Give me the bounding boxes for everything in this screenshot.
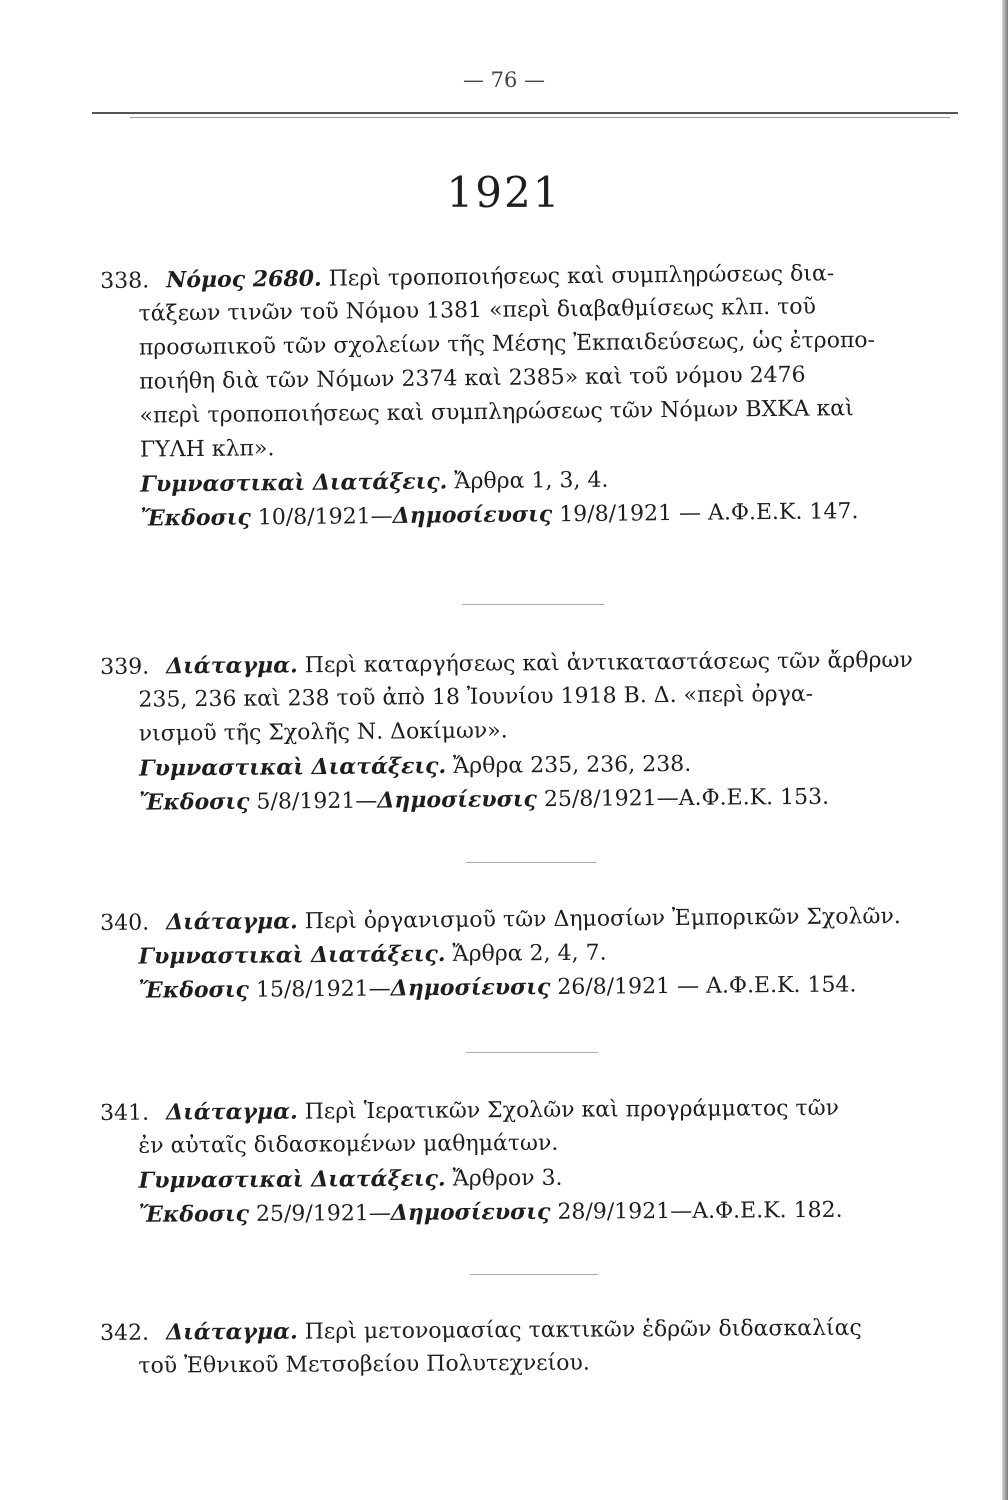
- entry-title: Περὶ Ἱερατικῶν Σχολῶν καὶ προγράμματος τῶν: [304, 1095, 840, 1125]
- articles-label: Γυμναστικαὶ Διατάξεις.: [138, 1165, 446, 1194]
- entry-text-line: προσωπικοῦ τῶν σχολείων τῆς Μέσης Ἐκπαιδεύσεως, ὡς ἐτροπο-: [138, 327, 876, 361]
- articles-value: Ἄρθρον 3.: [452, 1165, 563, 1192]
- separator-rule: [462, 604, 604, 605]
- articles-label: Γυμναστικαὶ Διατάξεις.: [138, 940, 446, 970]
- entry-number: 338.: [100, 268, 150, 294]
- issue-label: Ἔκδοσις: [139, 788, 250, 816]
- entry-type: Νόμος 2680.: [166, 265, 322, 294]
- entry-type: Διάταγμα.: [166, 1098, 298, 1126]
- publication-value: 25/8/1921—Α.Φ.Ε.Κ. 153.: [543, 784, 830, 813]
- issue-date: 10/8/1921—: [257, 503, 393, 531]
- articles-value: Ἄρθρα 235, 236, 238.: [452, 751, 692, 779]
- entry-title: Περὶ τροποποιήσεως καὶ συμπληρώσεως δια-: [328, 261, 835, 292]
- publication-label: Δημοσίευσις: [390, 1198, 551, 1226]
- entry-type: Διάταγμα.: [166, 652, 298, 680]
- page-edge: [1002, 0, 1008, 1500]
- entry-number: 342.: [100, 1320, 150, 1346]
- entry-type: Διάταγμα.: [166, 908, 298, 936]
- year-heading: 1921: [446, 168, 562, 217]
- separator-rule: [470, 1274, 598, 1275]
- articles-value: Ἄρθρα 2, 4, 7.: [452, 940, 607, 967]
- publication-label: Δημοσίευσις: [390, 974, 551, 1002]
- entry-text-line: 235, 236 καὶ 238 τοῦ ἀπὸ 18 Ἰουνίου 1918 Β. Δ. «περὶ ὀργα-: [138, 681, 814, 713]
- entry-type: Διάταγμα.: [166, 1318, 298, 1346]
- entry-text-line: ποιήθη διὰ τῶν Νόμων 2374 καὶ 2385» καὶ τοῦ νόμου 2476: [139, 362, 806, 395]
- entry-341: [100, 1090, 981, 1232]
- articles-label: Γυμναστικαὶ Διατάξεις.: [138, 752, 447, 782]
- entry-338: [100, 255, 983, 536]
- publication-label: Δημοσίευσις: [392, 501, 553, 529]
- entry-text-line: ἐν αὐταῖς διδασκομένων μαθημάτων.: [138, 1130, 559, 1159]
- publication-value: 19/8/1921 — Α.Φ.Ε.Κ. 147.: [559, 499, 859, 528]
- entry-text-line: «περὶ τροποποιήσεως καὶ συμπληρώσεως τῶν Νόμων ΒΧΚΑ καὶ: [139, 396, 854, 429]
- entry-number: 340.: [100, 910, 150, 936]
- entry-number: 339.: [100, 654, 150, 680]
- entry-340: [100, 898, 981, 1008]
- issue-label: Ἔκδοσις: [138, 976, 250, 1004]
- issue-line: [101, 1192, 981, 1232]
- header-rule-secondary: [130, 117, 950, 118]
- publication-value: 28/9/1921—Α.Φ.Ε.Κ. 182.: [557, 1197, 843, 1225]
- entry-342: [100, 1310, 980, 1384]
- issue-label: Ἔκδοσις: [138, 1200, 250, 1228]
- publication-label: Δημοσίευσις: [377, 786, 538, 814]
- entry-text-line: ΓΥΛΗ κλπ».: [139, 436, 275, 463]
- issue-date: 5/8/1921—: [256, 788, 378, 815]
- publication-value: 26/8/1921 — Α.Φ.Ε.Κ. 154.: [557, 972, 857, 1001]
- issue-date: 25/9/1921—: [255, 1200, 391, 1227]
- issue-line: [101, 778, 981, 820]
- entry-title: Περὶ ὀργανισμοῦ τῶν Δημοσίων Ἐμπορικῶν Σχολῶν.: [304, 904, 901, 935]
- separator-rule: [466, 862, 596, 863]
- issue-label: Ἔκδοσις: [140, 504, 251, 532]
- header-rule: [92, 112, 958, 114]
- entry-339: [100, 642, 981, 820]
- entry-number: 341.: [100, 1100, 150, 1126]
- page-number: — 76 —: [462, 68, 546, 92]
- issue-date: 15/8/1921—: [255, 976, 391, 1003]
- articles-label: Γυμναστικαὶ Διατάξεις.: [140, 468, 448, 498]
- separator-rule: [466, 1052, 598, 1053]
- entry-text-line: τοῦ Ἐθνικοῦ Μετσοβείου Πολυτεχνείου.: [138, 1350, 590, 1379]
- entry-title: Περὶ μετονομασίας τακτικῶν ἑδρῶν διδασκαλίας: [304, 1315, 862, 1345]
- entry-text-line: νισμοῦ τῆς Σχολῆς Ν. Δοκίμων».: [138, 718, 508, 747]
- entry-text-line: τάξεων τινῶν τοῦ Νόμου 1381 «περὶ διαβαθμίσεως κλπ. τοῦ: [138, 294, 817, 327]
- entry-title: Περὶ καταργήσεως καὶ ἀντικαταστάσεως τῶν ἄρθρων: [304, 647, 913, 679]
- issue-line: [101, 966, 981, 1008]
- articles-value: Ἄρθρα 1, 3, 4.: [454, 467, 609, 495]
